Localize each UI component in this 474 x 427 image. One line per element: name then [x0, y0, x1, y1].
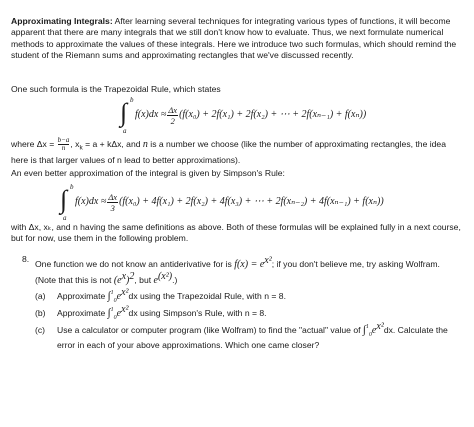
trapezoidal-sum: (f(x₀) + 2f(x₁) + 2f(x₂) + ⋯ + 2f(xₙ₋₁) + f(xₙ)): [179, 109, 367, 121]
part-c-expr: e: [371, 324, 377, 336]
fraction-denominator: 3: [110, 202, 115, 213]
part-a-label: (a): [35, 290, 46, 301]
with-paragraph: with Δx, xₖ, and n having the same definitions as above. Both of these formulas will be explained fully in a next course, but for now, use them in the following problem.: [11, 222, 461, 244]
where-rest: is a number we choose (like the number of approximating rectangles, the idea: [147, 138, 446, 149]
where-line: [11, 137, 465, 153]
note-math-1-sup2: 2: [129, 271, 135, 282]
delta-def-fraction: [58, 137, 70, 152]
upper-limit: b: [130, 96, 134, 104]
part-b-post: dx using Simpson's Rule, with n = 8.: [128, 307, 267, 318]
def-numerator: b−a: [57, 136, 70, 144]
integrand: f(x)dx ≈: [135, 109, 167, 121]
subscript-k: k: [79, 144, 83, 152]
mini-lower: 0: [113, 315, 117, 322]
part-a-pre: Approximate: [57, 290, 108, 301]
simpson-formula: [60, 183, 384, 222]
upper-limit: b: [70, 183, 74, 191]
note-math-1-tail: ): [126, 274, 130, 286]
part-c-exp: x²: [376, 321, 384, 332]
mini-lower: 0: [113, 298, 117, 305]
part-b-exp: x²: [121, 304, 129, 315]
intro-paragraph: [11, 16, 465, 62]
fraction-numerator: Δx: [108, 191, 118, 202]
part-b-pre: Approximate: [57, 307, 108, 318]
lower-limit: a: [63, 213, 67, 222]
mini-upper: 1: [110, 290, 114, 297]
part-a-exp: x²: [121, 287, 129, 298]
mini-integral-sign: ∫$^1_0$: [107, 289, 117, 305]
part-c-post: dx. Calculate the: [383, 324, 448, 335]
mini-lower: 0: [368, 332, 372, 339]
problem-number: 8.: [22, 254, 30, 264]
lower-limit: a: [123, 126, 127, 135]
note-math-1: (e: [113, 274, 122, 286]
simpson-intro: An even better approximation of the integral is given by Simpson's Rule:: [11, 168, 285, 178]
simpson-sum: (f(x₀) + 4f(x₁) + 2f(x₂) + 4f(x₃) + ⋯ + 2f(xₙ₋₂) + 4f(xₙ₋₁) + f(xₙ)): [119, 196, 384, 208]
delta-fraction: [167, 105, 178, 126]
fraction-numerator: Δx: [168, 104, 178, 115]
mini-upper: 1: [110, 307, 114, 314]
function-def: f(x) = e: [234, 258, 265, 270]
part-a-expr: e: [116, 290, 122, 302]
where-n: n: [142, 138, 148, 150]
integrand: f(x)dx ≈: [75, 196, 107, 208]
where-after: = a + kΔx, and: [82, 138, 143, 149]
mini-upper: 1: [365, 324, 369, 331]
where-prefix: where Δx =: [11, 138, 55, 149]
mini-integral-sign: ∫$^1_0$: [362, 323, 372, 339]
part-b-expr: e: [116, 307, 122, 319]
part-c: [35, 320, 465, 351]
part-c-pre: Use a calculator or computer program (like Wolfram) to find the "actual" value of: [57, 324, 363, 335]
note-text-a: (Note that this is not: [35, 274, 114, 285]
part-b-label: (b): [35, 307, 46, 318]
trapezoidal-intro: One such formula is the Trapezoidal Rule, which states: [11, 84, 221, 94]
intro-text: After learning several techniques for integrating various types of functions, it will become apparent that there are many integrals that we still don't know how to evaluate. Thus, we next formulate numerical methods to approximate the values of these integrals. Here we introduce two such formulas, which should remind the student of the Riemann sums and approximating rectangles that we've discussed recently.: [11, 16, 457, 61]
function-exponent: x²: [264, 255, 272, 266]
where-line-2: here is that larger values of n lead to better approximations).: [11, 155, 241, 165]
note-math-1-sup: x: [121, 271, 127, 282]
part-c-label: (c): [35, 324, 46, 335]
note-math-2-sup: (x²): [157, 271, 173, 282]
problem-text-b: ; if you don't believe me, try asking Wolfram.: [271, 258, 440, 269]
delta-fraction: [107, 192, 118, 213]
part-a-post: dx using the Trapezoidal Rule, with n = 8.: [128, 290, 286, 301]
note-text-c: .): [172, 274, 178, 285]
where-mid: , x: [70, 138, 80, 149]
fraction-denominator: 2: [170, 115, 175, 126]
problem-line-2: [35, 270, 465, 287]
intro-heading: Approximating Integrals:: [11, 16, 113, 26]
note-math-2: e: [153, 274, 158, 286]
note-text-b: , but: [134, 274, 154, 285]
def-denominator: n: [61, 144, 66, 152]
mini-integral-sign: ∫$^1_0$: [107, 306, 117, 322]
problem-text-a: One function we do not know an antiderivative for is: [35, 258, 235, 269]
problem-line-1: [35, 254, 465, 271]
integral-sign: ∫ b a: [120, 96, 134, 135]
integral-sign: ∫ b a: [60, 183, 74, 222]
part-c-line-2: error in each of your above approximations. Which one came closer?: [57, 340, 320, 351]
trapezoidal-formula: [120, 96, 367, 135]
